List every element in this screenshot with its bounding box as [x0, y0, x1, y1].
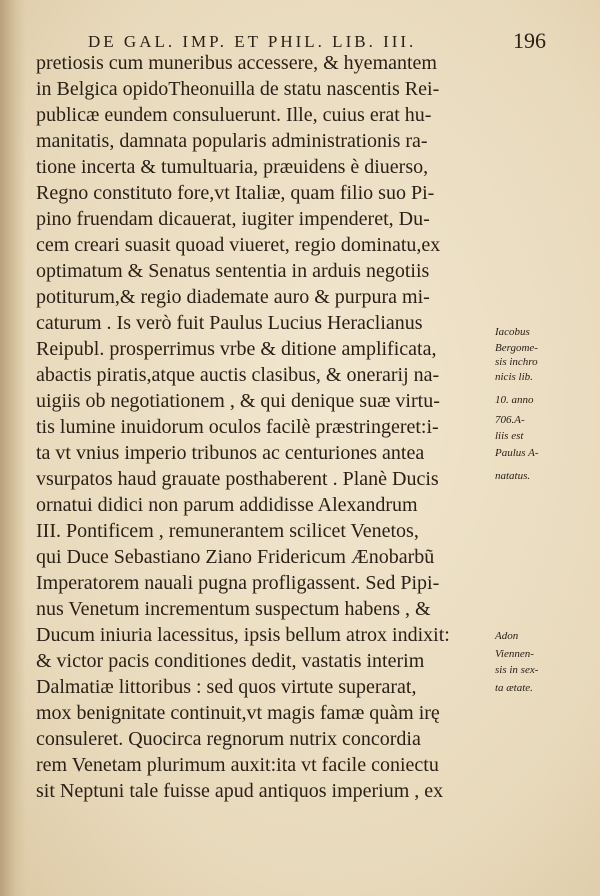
text-line: nus Venetum incrementum suspectum habens , &	[36, 598, 431, 620]
text-line: potiturum,& regio diademate auro & purpura mi-	[36, 286, 430, 308]
text-line: tione incerta & tumultuaria, præuidens è diuerso,	[36, 156, 429, 178]
text-line: tis lumine inuidorum oculos facilè præstringeret:i-	[36, 416, 439, 438]
margin-note: sis inchro	[495, 356, 538, 368]
margin-note: Viennen-	[495, 648, 534, 660]
margin-note: Adon	[495, 630, 519, 642]
text-line: Dalmatiæ littoribus : sed quos virtute superarat,	[36, 676, 417, 698]
page-number: 196	[513, 28, 546, 53]
margin-note: natatus.	[495, 470, 531, 482]
running-head: DE GAL. IMP. ET PHIL. LIB. III.	[88, 32, 417, 51]
text-line: Ducum iniuria lacessitus, ipsis bellum atrox indixit:	[36, 624, 450, 646]
margin-note: sis in sex-	[495, 664, 539, 676]
text-line: abactis piratis,atque auctis clasibus, & onerarij na-	[36, 364, 440, 386]
text-line: pino fruendam dicauerat, iugiter impenderet, Du-	[36, 208, 430, 230]
text-line: sit Neptuni tale fuisse apud antiquos imperium , ex	[36, 780, 444, 802]
text-line: caturum . Is verò fuit Paulus Lucius Heraclianus	[36, 312, 423, 334]
margin-note: Bergome-	[495, 342, 538, 354]
text-line: III. Pontificem , remunerantem scilicet Venetos,	[36, 520, 419, 542]
text-line: Regno constituto fore,vt Italiæ, quam filio suo Pi-	[36, 182, 435, 204]
text-line: manitatis, damnata popularis administrationis ra-	[36, 130, 428, 152]
text-line: cem creari suasit quoad viueret, regio dominatu,ex	[36, 234, 441, 256]
text-line: uigiis ob negotiationem , & qui denique suæ virtu-	[36, 390, 440, 412]
page-gutter	[0, 0, 26, 896]
text-line: qui Duce Sebastiano Ziano Fridericum Ænobarbũ	[36, 546, 435, 568]
text-line: in Belgica opidoTheonuilla de statu nascentis Rei-	[36, 78, 440, 100]
text-line: optimatum & Senatus sententia in arduis negotiis	[36, 260, 430, 282]
text-line: ornatui didici non parum addidisse Alexandrum	[36, 494, 418, 516]
margin-note: nicis lib.	[495, 371, 533, 383]
margin-note: Iacobus	[495, 326, 530, 338]
text-line: vsurpatos haud grauate posthaberent . Planè Ducis	[36, 468, 439, 490]
text-line: pretiosis cum muneribus accessere, & hyemantem	[36, 52, 437, 74]
margin-note: liis est	[495, 430, 524, 442]
text-line: rem Venetam plurimum auxit:ita vt facile coniectu	[36, 754, 439, 776]
margin-note: Paulus A-	[495, 447, 539, 459]
text-line: mox benignitate continuit,vt magis famæ quàm irę	[36, 702, 440, 724]
text-line: consuleret. Quocirca regnorum nutrix concordia	[36, 728, 421, 750]
text-line: Reipubl. prosperrimus vrbe & ditione amplificata,	[36, 338, 437, 360]
margin-note: 706.A-	[495, 414, 525, 426]
text-line: & victor pacis conditiones dedit, vastatis interim	[36, 650, 425, 672]
text-line: publicæ eundem consuluerunt. Ille, cuius erat hu-	[36, 104, 432, 126]
text-line: Imperatorem nauali pugna profligassent. Sed Pipi-	[36, 572, 440, 594]
margin-note: 10. anno	[495, 394, 534, 406]
margin-note: ta ætate.	[495, 682, 533, 694]
text-line: ta vt vnius imperio tribunos ac centuriones antea	[36, 442, 425, 464]
